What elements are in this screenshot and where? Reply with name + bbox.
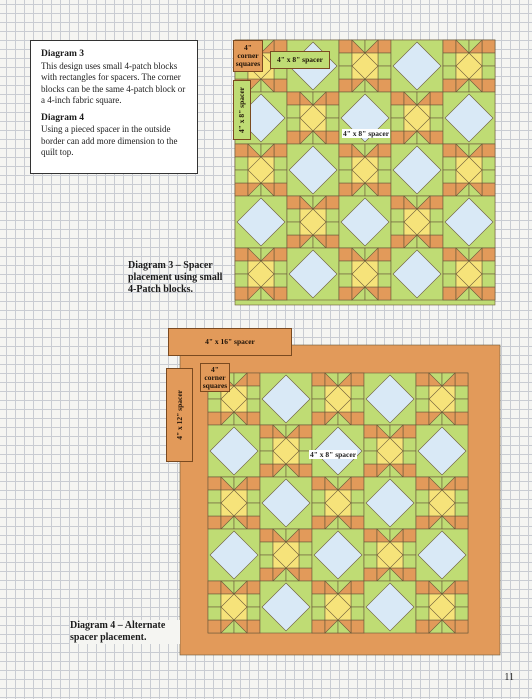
star-corner — [364, 464, 377, 477]
diagram4-heading: Diagram 4 — [41, 112, 85, 123]
spacer-4x8-inner-d3-label: 4" x 8" spacer — [343, 129, 390, 138]
star-side — [299, 555, 312, 568]
star-side — [312, 386, 325, 399]
star-corner — [299, 529, 312, 542]
star-corner — [247, 477, 260, 490]
star-corner — [391, 196, 404, 209]
star-corner — [391, 131, 404, 144]
star-side — [364, 555, 377, 568]
star-side — [260, 555, 273, 568]
star-side — [247, 607, 260, 620]
star-side — [378, 170, 391, 183]
star-corner — [443, 144, 456, 157]
star-side — [416, 399, 429, 412]
star-corner — [312, 477, 325, 490]
diagram3-quilt — [235, 40, 495, 305]
star-side — [455, 386, 468, 399]
star-side — [391, 222, 404, 235]
star-side — [403, 542, 416, 555]
spacer-4x8-vertical-label: 4" x 8" spacer — [237, 86, 246, 134]
star-side — [326, 222, 339, 235]
star-corner — [455, 581, 468, 594]
star-side — [339, 261, 352, 274]
star-corner — [364, 568, 377, 581]
star-corner — [482, 144, 495, 157]
star-corner — [403, 529, 416, 542]
star-corner — [378, 248, 391, 261]
star-side — [443, 170, 456, 183]
star-side — [351, 386, 364, 399]
star-side — [312, 594, 325, 607]
star-side — [391, 105, 404, 118]
star-side — [351, 607, 364, 620]
star-side — [208, 607, 221, 620]
star-corner — [326, 131, 339, 144]
star-side — [351, 594, 364, 607]
star-side — [455, 399, 468, 412]
star-side — [287, 105, 300, 118]
star-side — [235, 157, 248, 170]
corner-squares-d4 — [200, 363, 230, 392]
star-corner — [416, 412, 429, 425]
star-corner — [391, 235, 404, 248]
star-corner — [351, 516, 364, 529]
star-corner — [274, 248, 287, 261]
corner-squares-top — [233, 40, 263, 72]
star-corner — [274, 183, 287, 196]
star-side — [482, 157, 495, 170]
star-side — [247, 399, 260, 412]
star-side — [416, 490, 429, 503]
star-corner — [378, 40, 391, 53]
star-corner — [378, 287, 391, 300]
star-side — [287, 118, 300, 131]
star-side — [274, 274, 287, 287]
star-side — [299, 542, 312, 555]
star-corner — [482, 248, 495, 261]
star-side — [326, 118, 339, 131]
star-side — [378, 53, 391, 66]
diagram-description-box — [30, 40, 198, 174]
star-side — [482, 274, 495, 287]
star-corner — [443, 183, 456, 196]
star-corner — [391, 92, 404, 105]
star-corner — [443, 248, 456, 261]
star-corner — [274, 144, 287, 157]
diagram4-body: Using a pieced spacer in the outside border can add more dimension to the quilt top. — [41, 124, 178, 157]
star-side — [287, 222, 300, 235]
star-corner — [339, 248, 352, 261]
star-corner — [443, 287, 456, 300]
star-side — [247, 490, 260, 503]
star-corner — [326, 196, 339, 209]
star-side — [364, 451, 377, 464]
star-corner — [339, 287, 352, 300]
spacer-4x16-label: 4" x 16" spacer — [205, 337, 255, 346]
star-corner — [287, 196, 300, 209]
star-corner — [403, 568, 416, 581]
star-side — [378, 274, 391, 287]
corner-squares-top-label: 4" corner squares — [235, 43, 261, 68]
star-side — [247, 594, 260, 607]
star-side — [260, 438, 273, 451]
star-corner — [430, 131, 443, 144]
spacer-4x12-label: 4" x 12" spacer — [174, 390, 184, 440]
star-corner — [235, 183, 248, 196]
star-side — [235, 261, 248, 274]
star-side — [403, 451, 416, 464]
star-side — [443, 274, 456, 287]
star-corner — [287, 131, 300, 144]
star-side — [247, 386, 260, 399]
star-corner — [208, 477, 221, 490]
spacer-4x12 — [166, 368, 193, 462]
star-corner — [416, 581, 429, 594]
star-corner — [299, 464, 312, 477]
star-corner — [247, 581, 260, 594]
star-side — [247, 503, 260, 516]
star-side — [312, 399, 325, 412]
star-corner — [378, 144, 391, 157]
star-corner — [455, 412, 468, 425]
star-corner — [364, 425, 377, 438]
star-side — [455, 607, 468, 620]
star-corner — [351, 373, 364, 386]
star-side — [403, 438, 416, 451]
star-corner — [339, 144, 352, 157]
star-side — [312, 490, 325, 503]
star-side — [208, 594, 221, 607]
star-side — [339, 66, 352, 79]
star-corner — [312, 581, 325, 594]
star-corner — [260, 464, 273, 477]
star-corner — [260, 425, 273, 438]
star-corner — [364, 529, 377, 542]
star-corner — [326, 92, 339, 105]
star-corner — [235, 287, 248, 300]
star-corner — [312, 620, 325, 633]
star-side — [482, 170, 495, 183]
star-side — [430, 209, 443, 222]
star-side — [416, 386, 429, 399]
star-side — [455, 490, 468, 503]
star-corner — [416, 373, 429, 386]
star-side — [455, 503, 468, 516]
star-corner — [351, 412, 364, 425]
star-corner — [274, 79, 287, 92]
star-corner — [260, 568, 273, 581]
star-side — [208, 399, 221, 412]
star-side — [312, 503, 325, 516]
star-side — [208, 503, 221, 516]
star-corner — [247, 516, 260, 529]
spacer-4x8-inner-d4-label: 4" x 8" spacer — [310, 450, 357, 459]
star-corner — [455, 516, 468, 529]
spacer-4x8-horizontal-top — [270, 51, 330, 69]
star-side — [482, 66, 495, 79]
star-corner — [247, 620, 260, 633]
spacer-4x8-vertical-left — [233, 80, 251, 140]
spacer-4x8-horizontal-label: 4" x 8" spacer — [276, 55, 324, 64]
star-side — [364, 438, 377, 451]
star-corner — [235, 248, 248, 261]
star-corner — [339, 40, 352, 53]
star-corner — [326, 235, 339, 248]
star-corner — [351, 477, 364, 490]
star-corner — [287, 92, 300, 105]
star-side — [351, 490, 364, 503]
star-corner — [378, 183, 391, 196]
star-corner — [208, 581, 221, 594]
star-corner — [260, 529, 273, 542]
star-corner — [482, 287, 495, 300]
star-corner — [430, 196, 443, 209]
corner-squares-d4-label: 4" corner squares — [202, 364, 228, 390]
star-corner — [208, 412, 221, 425]
star-side — [443, 261, 456, 274]
star-side — [482, 261, 495, 274]
star-corner — [339, 183, 352, 196]
star-corner — [247, 412, 260, 425]
star-corner — [312, 516, 325, 529]
star-side — [339, 157, 352, 170]
star-side — [391, 118, 404, 131]
star-corner — [430, 235, 443, 248]
page-number: 11 — [504, 672, 514, 683]
star-side — [235, 170, 248, 183]
star-corner — [247, 373, 260, 386]
diagram3-heading: Diagram 3 — [41, 49, 85, 59]
star-side — [430, 222, 443, 235]
star-corner — [378, 79, 391, 92]
diagram3-caption: Diagram 3 – Spacer placement using small 4-Patch blocks. — [128, 260, 223, 295]
diagram3-body: This design uses small 4-patch blocks with rectangles for spacers. The corner blocks can be the same 4-patch block or a 4-inch fabric square. — [41, 60, 186, 105]
star-corner — [482, 79, 495, 92]
star-side — [430, 105, 443, 118]
star-side — [312, 607, 325, 620]
star-side — [274, 261, 287, 274]
star-corner — [443, 79, 456, 92]
star-corner — [403, 425, 416, 438]
star-corner — [312, 373, 325, 386]
star-side — [274, 157, 287, 170]
star-side — [351, 399, 364, 412]
star-corner — [455, 373, 468, 386]
star-side — [287, 209, 300, 222]
star-corner — [430, 92, 443, 105]
star-side — [378, 157, 391, 170]
star-corner — [312, 412, 325, 425]
star-corner — [443, 40, 456, 53]
star-corner — [339, 79, 352, 92]
star-side — [260, 542, 273, 555]
star-side — [339, 53, 352, 66]
star-corner — [403, 464, 416, 477]
star-side — [326, 105, 339, 118]
star-corner — [455, 477, 468, 490]
star-corner — [455, 620, 468, 633]
star-corner — [351, 620, 364, 633]
star-corner — [274, 287, 287, 300]
star-side — [403, 555, 416, 568]
star-side — [391, 209, 404, 222]
star-corner — [299, 568, 312, 581]
star-side — [378, 66, 391, 79]
star-side — [455, 594, 468, 607]
star-corner — [416, 620, 429, 633]
star-side — [443, 66, 456, 79]
star-side — [339, 170, 352, 183]
spacer-4x16 — [168, 328, 292, 356]
star-corner — [235, 144, 248, 157]
star-corner — [416, 477, 429, 490]
star-corner — [482, 183, 495, 196]
star-side — [416, 594, 429, 607]
star-side — [260, 451, 273, 464]
star-side — [351, 503, 364, 516]
star-side — [443, 53, 456, 66]
star-corner — [482, 40, 495, 53]
star-side — [416, 607, 429, 620]
star-corner — [351, 581, 364, 594]
star-side — [364, 542, 377, 555]
star-side — [378, 261, 391, 274]
star-side — [235, 274, 248, 287]
star-corner — [287, 235, 300, 248]
star-side — [326, 209, 339, 222]
star-side — [339, 274, 352, 287]
star-side — [430, 118, 443, 131]
star-corner — [208, 620, 221, 633]
star-side — [208, 490, 221, 503]
diagram4-caption: Diagram 4 – Alternate spacer placement. — [70, 620, 180, 644]
star-corner — [299, 425, 312, 438]
star-side — [443, 157, 456, 170]
star-corner — [416, 516, 429, 529]
star-corner — [208, 516, 221, 529]
star-side — [482, 53, 495, 66]
star-side — [274, 170, 287, 183]
star-side — [416, 503, 429, 516]
